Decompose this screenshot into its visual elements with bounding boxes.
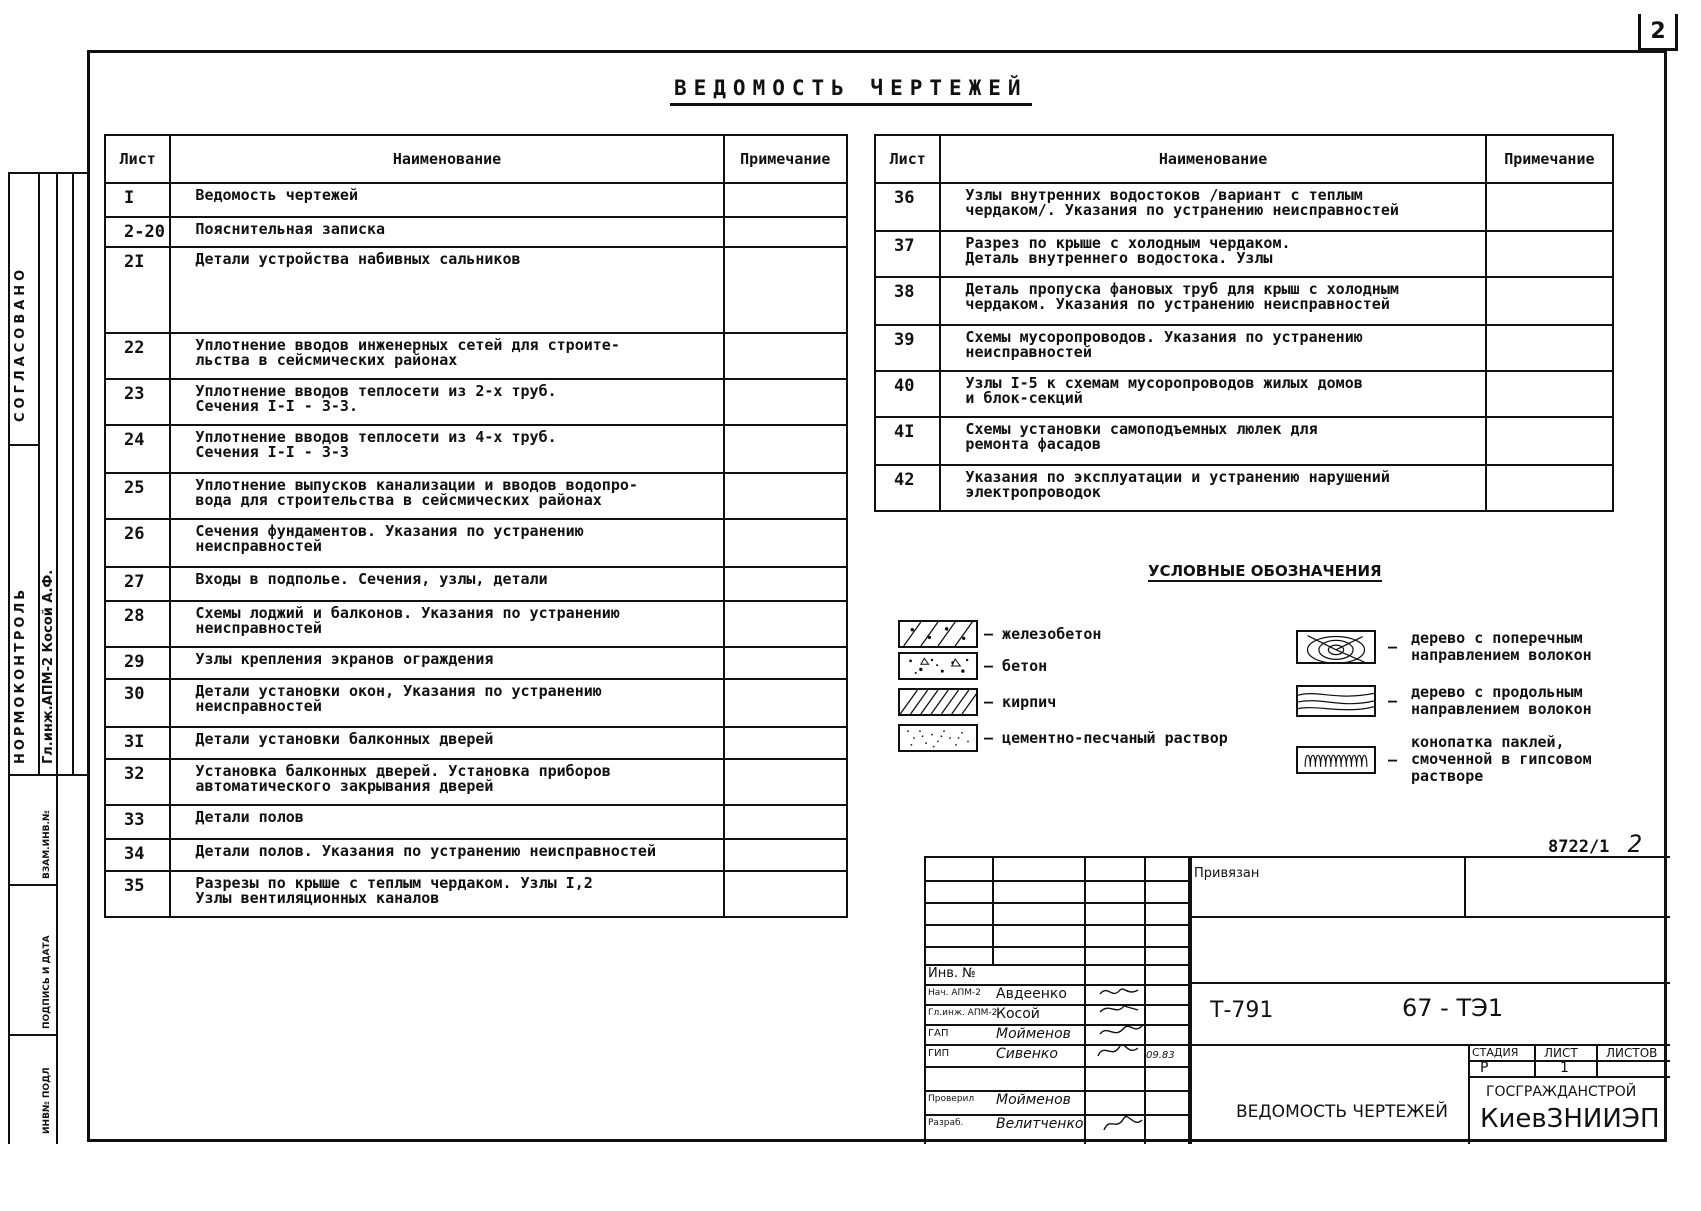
table-row [875,325,1613,371]
table-row [105,727,847,759]
inv-orig-label: ИНВ№ ПОДЛ [42,1067,52,1134]
table-row [105,519,847,567]
col-name: Наименование [170,135,723,183]
legend-label: — бетон [984,656,1048,675]
table-row [105,759,847,805]
sheet-title: Разрез по крыше с холодным чердаком. Деталь внутреннего водостока. Узлы [940,231,1485,277]
sheet-title: Указания по эксплуатации и устранению нарушений электропроводок [940,465,1485,511]
sheet-title: Уплотнение выпусков канализации и вводов водопро- вода для строительства в сейсмических районах [170,473,723,519]
col-sheet: Лист [875,135,940,183]
sheet-code-hand: 2 [1627,830,1643,858]
role-label: Разраб. [928,1118,964,1128]
table-row [105,871,847,917]
drawings-table-left [104,134,848,918]
sheet-title: Узлы I-5 к схемам мусоропроводов жилых домов и блок-секций [940,371,1485,417]
sheet-title: Ведомость чертежей [170,183,723,217]
col-note: Примечание [1486,135,1613,183]
col-note: Примечание [724,135,847,183]
person-name: Авдеенко [996,986,1067,1002]
col-name: Наименование [940,135,1485,183]
table-row [105,183,847,217]
person-name: Мойменов [996,1026,1071,1042]
role-label: Нач. АПМ-2 [928,988,981,998]
sheet-note [1486,417,1613,465]
legend-item: — дерево с продольным направлением волокон [1296,684,1592,718]
sheet-title: Узлы крепления экранов ограждения [170,647,723,679]
table-row [105,473,847,519]
table-row [105,379,847,425]
sheet-note [724,839,847,871]
sheet-title: Пояснительная записка [170,217,723,247]
legend-item [898,724,1228,752]
legend-item: — конопатка паклей, смоченной в гипсовом растворе [1296,734,1592,785]
role-label: Гл.инж. АПМ-2 [928,1008,998,1018]
table-row [105,839,847,871]
side-approval-strip [8,172,88,1144]
sheet-title: Детали установки балконных дверей [170,727,723,759]
sheet-title: Схемы мусоропроводов. Указания по устранению неисправностей [940,325,1485,371]
sheet-note [724,473,847,519]
role-label: ГАП [928,1028,949,1039]
person-name: Сивенко [996,1046,1058,1062]
normcontrol-label: НОРМОКОНТРОЛЬ [13,586,28,764]
person-name: Косой [996,1006,1040,1022]
legend-label: — цементно-песчаный раствор [984,728,1228,747]
sheet-number: 25 [105,473,170,519]
sheet-number: 22 [105,333,170,379]
sheet-number: 27 [105,567,170,601]
sheet-number: 42 [875,465,940,511]
tow-caulking-hatch-icon [1296,746,1376,774]
table-row [105,425,847,473]
signature-icon [1094,982,1184,1138]
sheet-title: Установка балконных дверей. Установка приборов автоматического закрывания дверей [170,759,723,805]
sheet-code-number: 8722/1 [1548,837,1610,857]
sheet-note [724,759,847,805]
sheet-note [1486,183,1613,231]
sheet-note [724,379,847,425]
sheet-number: 39 [875,325,940,371]
sheet-number: 4I [875,417,940,465]
sheet-note [724,567,847,601]
table-row [105,601,847,647]
sheet-number: 26 [105,519,170,567]
document-code: 67 - ТЭ1 [1402,994,1504,1022]
sheet-note [724,247,847,333]
organization-institute: КиевЗНИИЭП [1480,1104,1660,1134]
sheet-note [1486,231,1613,277]
legend-item [898,688,1056,716]
legend-label: дерево с поперечным направлением волокон [1411,629,1592,664]
sheet-note [1486,277,1613,325]
role-label: ГИП [928,1048,950,1059]
sheet-title: Разрезы по крыше с теплым чердаком. Узлы I,2 Узлы вентиляционных каналов [170,871,723,917]
sheet-title: Схемы установки самоподъемных люлек для ремонта фасадов [940,417,1485,465]
person-name: Мойменов [996,1092,1071,1108]
wood-long-grain-hatch-icon [1296,685,1376,717]
legend-title: УСЛОВНЫЕ ОБОЗНАЧЕНИЯ [1148,562,1382,580]
sheet-number: 40 [875,371,940,417]
sheet-title: Уплотнение вводов теплосети из 4-х труб. Сечения I-I - 3-3 [170,425,723,473]
table-row [105,217,847,247]
sheet-note [724,805,847,839]
sheet-title: Схемы лоджий и балконов. Указания по устранению неисправностей [170,601,723,647]
sheet-note [724,647,847,679]
table-row [875,277,1613,325]
sheet-number: 36 [875,183,940,231]
sheet-number: 32 [105,759,170,805]
sheet-label: ЛИСТ [1544,1046,1578,1060]
sheet-note [724,871,847,917]
sheet-note [1486,325,1613,371]
organization-ministry: ГОСГРАЖДАНСТРОЙ [1486,1084,1637,1100]
inv-label: Инв. № [928,966,976,981]
table-row [875,231,1613,277]
stage-value: Р [1480,1060,1489,1076]
sheet-number: 23 [105,379,170,425]
page-number: 2 [1638,14,1678,51]
sheets-label: ЛИСТОВ [1606,1046,1658,1060]
inv-replace-label: ВЗАМ.ИНВ.№ [42,810,52,879]
sheet-note [724,679,847,727]
sheet-title: Сечения фундаментов. Указания по устранению неисправностей [170,519,723,567]
sheet-note [724,183,847,217]
sheet-number: 3I [105,727,170,759]
bound-label: Привязан [1194,866,1260,881]
sheet-title: Детали установки окон, Указания по устранению неисправностей [170,679,723,727]
sign-date: 09.83 [1146,1050,1175,1061]
sheet-note [724,333,847,379]
legend-item [898,620,1101,648]
sheet-number: I [105,183,170,217]
cement-sand-mortar-hatch-icon [898,724,978,752]
legend-label: конопатка паклей, смоченной в гипсовом растворе [1411,733,1592,785]
sheet-note [724,519,847,567]
brick-hatch-icon [898,688,978,716]
sheet-title: Детали устройства набивных сальников [170,247,723,333]
sheet-note [1486,465,1613,511]
sheet-number: 2I [105,247,170,333]
legend-item: — дерево с поперечным направлением волокон [1296,630,1592,664]
sheet-title: Уплотнение вводов инженерных сетей для строите- льства в сейсмических районах [170,333,723,379]
sheet-note [1486,371,1613,417]
sheet-number: 24 [105,425,170,473]
table-row [875,183,1613,231]
document-title: ВЕДОМОСТЬ ЧЕРТЕЖЕЙ [1236,1102,1448,1122]
table-row [105,805,847,839]
col-sheet: Лист [105,135,170,183]
table-row [105,679,847,727]
sheet-number: 30 [105,679,170,727]
person-name: Велитченко [996,1116,1084,1132]
agreed-label: СОГЛАСОВАНО [13,265,28,422]
project-number: Т-791 [1210,998,1274,1023]
concrete-hatch-icon [898,652,978,680]
sheet-number: 29 [105,647,170,679]
sheet-title: Детали полов. Указания по устранению неисправностей [170,839,723,871]
table-row [875,465,1613,511]
legend-label: дерево с продольным направлением волокон [1411,683,1592,718]
sheet-note [724,601,847,647]
sheet-value: 1 [1560,1060,1569,1076]
table-row [105,247,847,333]
page-title: ВЕДОМОСТЬ ЧЕРТЕЖЕЙ [670,76,1032,106]
sheet-title: Уплотнение вводов теплосети из 2-х труб. Сечения I-I - 3-3. [170,379,723,425]
normcontrol-signature: Гл.инж.АПМ-2 Косой А.Ф. [41,569,56,764]
sheet-note [724,727,847,759]
sheet-number: 28 [105,601,170,647]
sheet-title: Детали полов [170,805,723,839]
sheet-title: Деталь пропуска фановых труб для крыш с холодным чердаком. Указания по устранению неисправностей [940,277,1485,325]
sheet-number: 37 [875,231,940,277]
table-row [105,567,847,601]
wood-cross-grain-hatch-icon [1296,630,1376,664]
drawings-table-right [874,134,1614,512]
sheet-title: Входы в подполье. Сечения, узлы, детали [170,567,723,601]
table-row [875,417,1613,465]
sheet-code [1548,830,1642,858]
sheet-number: 33 [105,805,170,839]
table-row [105,333,847,379]
legend-label: — кирпич [984,692,1057,711]
title-block [924,856,1670,1144]
stage-label: СТАДИЯ [1472,1046,1519,1059]
sheet-number: 35 [105,871,170,917]
sheet-number: 2-20 [105,217,170,247]
sign-date-label: ПОДПИСЬ И ДАТА [42,935,52,1029]
sheet-title: Узлы внутренних водостоков /вариант с теплым чердаком/. Указания по устранению неисправностей [940,183,1485,231]
legend-item [898,652,1047,680]
sheet-number: 34 [105,839,170,871]
role-label: Проверил [928,1094,975,1104]
table-row [105,647,847,679]
table-row [875,371,1613,417]
reinforced-concrete-hatch-icon [898,620,978,648]
legend-label: — железобетон [984,624,1102,643]
sheet-number: 38 [875,277,940,325]
sheet-note [724,217,847,247]
sheet-note [724,425,847,473]
